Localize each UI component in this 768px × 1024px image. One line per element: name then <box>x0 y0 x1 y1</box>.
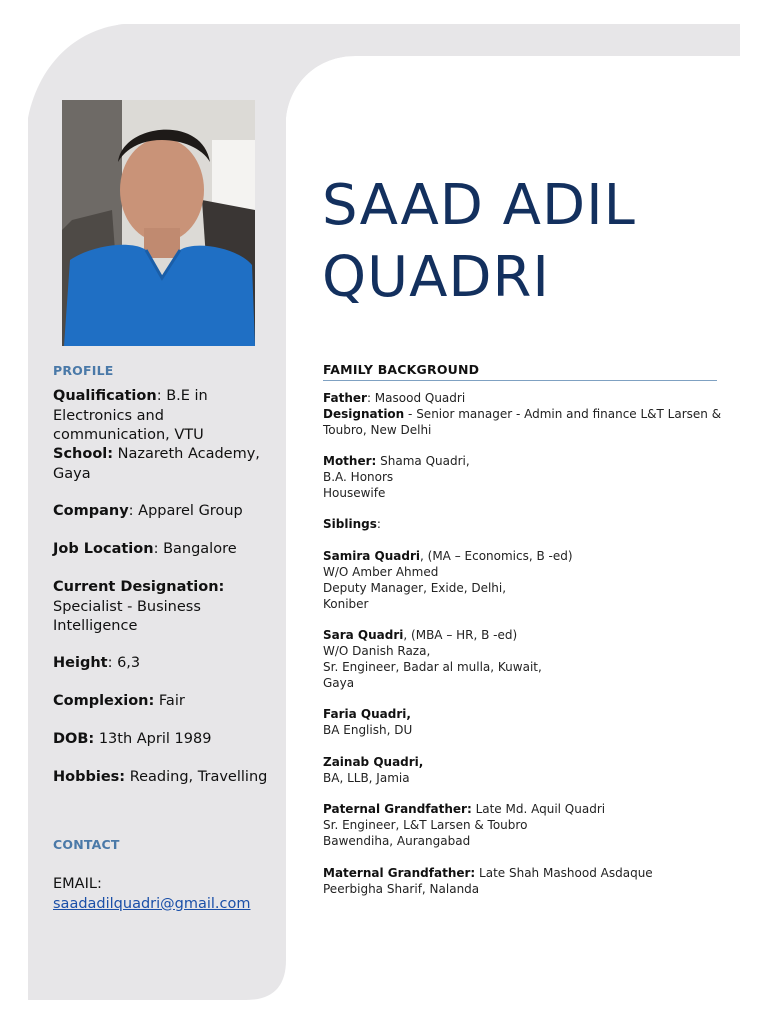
zainab-name: Zainab Quadri, <box>323 755 424 769</box>
mother-occupation: Housewife <box>323 486 386 500</box>
hobbies-field <box>53 768 278 788</box>
sara-spouse: W/O Danish Raza, <box>323 644 431 658</box>
samira-spouse: W/O Amber Ahmed <box>323 565 439 579</box>
maternal-grandfather-place: Peerbigha Sharif, Nalanda <box>323 882 480 896</box>
school-label: School: <box>53 446 114 462</box>
job-location-value: Bangalore <box>163 541 237 557</box>
father-block <box>323 390 723 438</box>
faria-education: BA English, DU <box>323 723 413 737</box>
paternal-grandfather-job: Sr. Engineer, L&T Larsen & Toubro <box>323 818 528 832</box>
company-label: Company <box>53 503 129 519</box>
father-separator: : <box>366 391 375 405</box>
zainab-education: BA, LLB, Jamia <box>323 771 410 785</box>
name-line-1: SAAD ADIL <box>322 173 636 238</box>
sara-detail: , (MBA – HR, B -ed) <box>403 628 518 642</box>
paternal-grandfather-block <box>323 801 723 849</box>
school-field <box>53 445 278 484</box>
complexion-value: Fair <box>154 693 185 709</box>
profile-heading: PROFILE <box>53 363 114 378</box>
contact-heading: CONTACT <box>53 837 120 852</box>
complexion-label: Complexion: <box>53 693 155 709</box>
height-separator: : <box>107 655 118 671</box>
name-line-2: QUADRI <box>322 245 550 310</box>
sibling-samira <box>323 548 723 612</box>
job-location-field <box>53 540 278 560</box>
email-label: EMAIL: <box>53 876 102 892</box>
school-value: Nazareth Academy, Gaya <box>53 446 260 482</box>
paternal-grandfather-value: Late Md. Aquil Quadri <box>471 802 606 816</box>
sara-job: Sr. Engineer, Badar al mulla, Kuwait, <box>323 660 542 674</box>
father-label: Father <box>323 391 367 405</box>
candidate-name <box>322 170 742 314</box>
height-value: 6,3 <box>117 655 141 671</box>
father-designation-label: Designation <box>323 407 405 421</box>
maternal-grandfather-value: Late Shah Mashood Asdaque <box>475 866 653 880</box>
mother-label: Mother: <box>323 454 377 468</box>
paternal-grandfather-place: Bawendiha, Aurangabad <box>323 834 471 848</box>
sibling-faria <box>323 706 723 738</box>
mother-education: B.A. Honors <box>323 470 394 484</box>
mother-block <box>323 453 723 501</box>
sibling-sara <box>323 627 723 691</box>
designation-label: Current Designation: <box>53 579 225 595</box>
qualification-label: Qualification <box>53 388 157 404</box>
maternal-grandfather-block <box>323 865 723 897</box>
sibling-zainab <box>323 754 723 786</box>
complexion-field <box>53 692 278 712</box>
family-heading: FAMILY BACKGROUND <box>323 362 480 377</box>
designation-field <box>53 578 278 637</box>
sara-name: Sara Quadri <box>323 628 404 642</box>
hobbies-label: Hobbies: <box>53 769 126 785</box>
samira-detail: , (MA – Economics, B -ed) <box>420 549 573 563</box>
qualification-separator: : <box>156 388 167 404</box>
job-location-label: Job Location <box>53 541 154 557</box>
mother-value: Shama Quadri, <box>376 454 470 468</box>
sara-place: Gaya <box>323 676 355 690</box>
email-field <box>53 875 278 914</box>
father-designation-value: - Senior manager - Admin and finance L&T Larsen & Toubro, New Delhi <box>323 407 722 437</box>
samira-name: Samira Quadri <box>323 549 421 563</box>
hobbies-value: Reading, Travelling <box>125 769 268 785</box>
email-link[interactable]: saadadilquadri@gmail.com <box>53 895 251 912</box>
paternal-grandfather-label: Paternal Grandfather: <box>323 802 472 816</box>
dob-field <box>53 730 278 750</box>
family-heading-rule <box>323 380 717 381</box>
siblings-separator: : <box>376 517 381 531</box>
company-value: Apparel Group <box>138 503 243 519</box>
qualification-field <box>53 387 278 446</box>
father-value: Masood Quadri <box>374 391 466 405</box>
siblings-heading <box>323 516 723 532</box>
height-field <box>53 654 278 674</box>
faria-name: Faria Quadri, <box>323 707 411 721</box>
maternal-grandfather-label: Maternal Grandfather: <box>323 866 476 880</box>
dob-label: DOB: <box>53 731 95 747</box>
height-label: Height <box>53 655 108 671</box>
company-field <box>53 502 278 522</box>
profile-photo <box>62 100 255 346</box>
siblings-label: Siblings <box>323 517 377 531</box>
dob-value: 13th April 1989 <box>94 731 212 747</box>
company-separator: : <box>128 503 139 519</box>
designation-value: Specialist - Business Intelligence <box>53 598 201 634</box>
samira-job: Deputy Manager, Exide, Delhi, <box>323 581 507 595</box>
job-location-separator: : <box>153 541 164 557</box>
qualification-value: B.E in Electronics and communication, VTU <box>53 388 208 443</box>
samira-place: Koniber <box>323 597 369 611</box>
